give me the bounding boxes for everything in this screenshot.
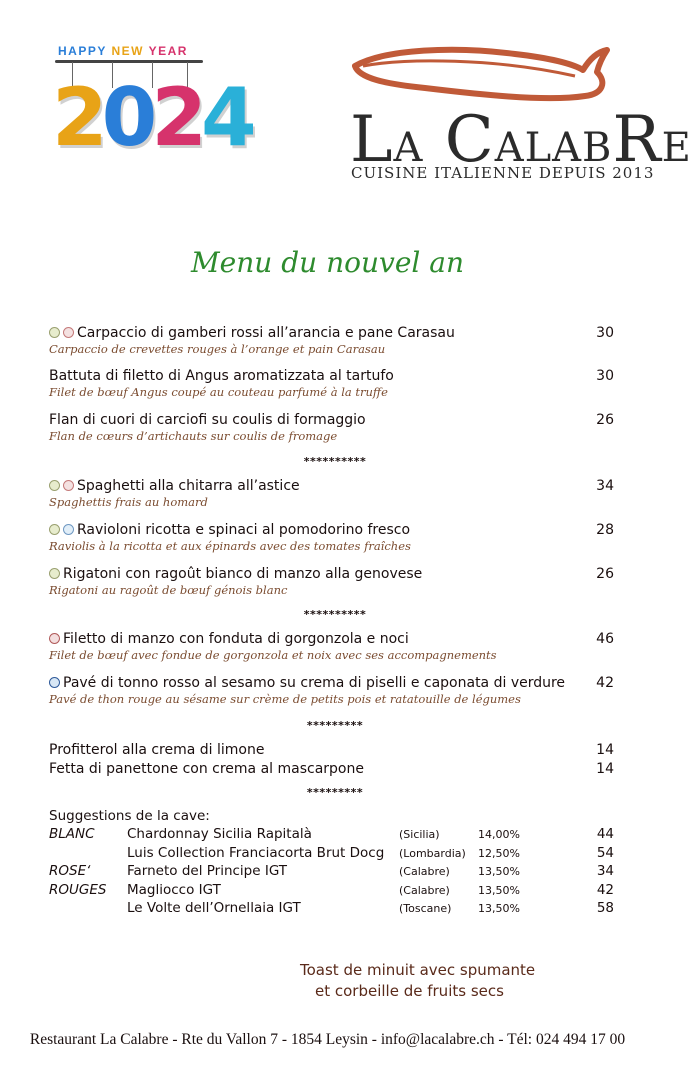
dish-item: [49, 478, 614, 509]
section-separator: *********: [306, 719, 364, 732]
year-digits: [52, 71, 251, 164]
dish-description: Pavé de thon rouge au sésame sur crème de petits pois et ratatouille de légumes: [49, 692, 521, 706]
wine-name: Farneto del Principe IGT: [127, 863, 288, 879]
dish-description: Flan de cœurs d’artichauts sur coulis de fromage: [49, 429, 338, 443]
dish-title: Ravioloni ricotta e spinaci al pomodorino fresco: [77, 522, 411, 538]
dish-price: 46: [596, 631, 614, 647]
menu-title: Menu du nouvel an: [191, 246, 464, 279]
dish-price: 30: [596, 325, 614, 341]
dish-description: Rigatoni au ragoût de bœuf génois blanc: [49, 583, 288, 597]
year-digit: 2: [52, 71, 102, 164]
dish-title: Battuta di filetto di Angus aromatizzata al tartufo: [49, 368, 394, 384]
wine-row: [49, 882, 614, 900]
midnight-toast: [300, 960, 535, 1002]
dish-description: Raviolis à la ricotta et aux épinards avec des tomates fraîches: [49, 539, 411, 553]
wine-heading: Suggestions de la cave:: [49, 808, 210, 824]
dish-price: 34: [596, 478, 614, 494]
dish-description: Spaghettis frais au homard: [49, 495, 208, 509]
restaurant-logo: [345, 44, 692, 194]
dish-price: 28: [596, 522, 614, 538]
wine-category: ROSE‘: [49, 863, 91, 879]
dish-name: [49, 566, 614, 582]
dish-name: [49, 412, 614, 428]
toast-line: et corbeille de fruits secs: [315, 982, 504, 1000]
wine-abv: 13,50%: [478, 902, 520, 915]
wine-price: 58: [596, 900, 614, 916]
dish-title: Spaghetti alla chitarra all’astice: [77, 478, 300, 494]
wine-price: 34: [596, 863, 614, 879]
dessert-name: Fetta di panettone con crema al mascarpone: [49, 761, 364, 777]
dish-price: 26: [596, 566, 614, 582]
veg-icon: [49, 524, 60, 535]
wine-abv: 13,50%: [478, 865, 520, 878]
toast-line: Toast de minuit avec spumante: [300, 961, 536, 979]
wine-region: (Lombardia): [399, 846, 466, 860]
wine-category: BLANC: [49, 826, 95, 842]
wine-region: (Calabre): [399, 883, 450, 897]
dish-price: 42: [596, 675, 614, 691]
dish-name: [49, 631, 614, 647]
dessert-price: 14: [596, 761, 614, 777]
dish-price: 30: [596, 368, 614, 384]
wine-region: (Sicilia): [399, 828, 440, 841]
wine-price: 44: [596, 826, 614, 842]
logo-tagline: CUISINE ITALIENNE DEPUIS 2013: [351, 164, 655, 182]
year-digit: 4: [201, 71, 251, 164]
wine-region: (Calabre): [399, 865, 450, 878]
dish-title: Carpaccio di gamberi rossi all’arancia e pane Carasau: [77, 325, 455, 341]
wine-abv: 13,50%: [478, 883, 520, 897]
dish-item: [49, 675, 614, 706]
dish-item: [49, 522, 614, 553]
wine-price: 42: [596, 881, 614, 898]
dish-name: [49, 522, 614, 538]
dish-name: [49, 675, 614, 691]
dish-title: Flan di cuori di carciofi su coulis di formaggio: [49, 412, 366, 428]
logo-name: LA CALABRE: [350, 103, 692, 177]
dessert-name: Profitterol alla crema di limone: [49, 742, 265, 758]
wine-row: [49, 826, 614, 844]
dish-title: Rigatoni con ragoût bianco di manzo alla genovese: [63, 566, 423, 582]
dish-name: [49, 478, 614, 494]
banner-bar: [55, 60, 203, 63]
meat-icon: [49, 633, 60, 644]
wine-row: [49, 845, 614, 863]
wine-region: (Toscane): [399, 902, 452, 915]
dessert-item: [49, 761, 614, 777]
dish-item: [49, 325, 614, 356]
wine-abv: 14,00%: [478, 828, 520, 841]
dish-price: 26: [596, 412, 614, 428]
wine-category: ROUGES: [49, 881, 107, 898]
veg-icon: [49, 327, 60, 338]
contact-footer: Restaurant La Calabre - Rte du Vallon 7 - 1854 Leysin - info@lacalabre.ch - Tél: 024 494 17 00: [29, 1031, 626, 1048]
dish-name: [49, 368, 614, 384]
cereal-icon: [63, 327, 74, 338]
cereal-icon: [63, 480, 74, 491]
wine-name: Magliocco IGT: [127, 881, 221, 898]
dish-item: [49, 412, 614, 443]
year-digit: 0: [101, 71, 152, 164]
wine-price: 54: [596, 844, 614, 861]
dish-name: [49, 325, 614, 341]
section-separator: **********: [303, 455, 367, 468]
veg-icon: [49, 568, 60, 579]
dish-description: Filet de bœuf Angus coupé au couteau parfumé à la truffe: [49, 385, 388, 399]
fish-icon: [49, 677, 60, 688]
dish-description: Filet de bœuf avec fondue de gorgonzola et noix avec ses accompagnements: [49, 648, 497, 662]
section-separator: *********: [306, 786, 364, 799]
section-separator: **********: [303, 608, 367, 621]
dessert-price: 14: [596, 742, 614, 758]
veg-icon: [49, 480, 60, 491]
wine-name: Le Volte dell’Ornellaia IGT: [127, 900, 301, 916]
wine-name: Chardonnay Sicilia Rapitalà: [127, 826, 312, 842]
dish-description: Carpaccio de crevettes rouges à l’orange et pain Carasau: [49, 342, 386, 356]
shell-icon: [63, 524, 74, 535]
dish-item: [49, 631, 614, 662]
happy-new-year-graphic: [52, 44, 251, 194]
dish-title: Pavé di tonno rosso al sesamo su crema di piselli e caponata di verdure: [63, 675, 566, 691]
wine-name: Luis Collection Franciacorta Brut Docg: [127, 844, 385, 861]
dish-item: [49, 566, 614, 597]
dish-item: [49, 368, 614, 399]
year-digit: 2: [151, 71, 202, 164]
new-year-banner: HAPPY NEW YEAR: [58, 44, 188, 58]
wine-row: [49, 863, 614, 881]
wine-abv: 12,50%: [478, 846, 520, 860]
wine-row: [49, 900, 614, 918]
dessert-item: [49, 742, 614, 758]
dish-title: Filetto di manzo con fonduta di gorgonzola e noci: [63, 631, 409, 647]
